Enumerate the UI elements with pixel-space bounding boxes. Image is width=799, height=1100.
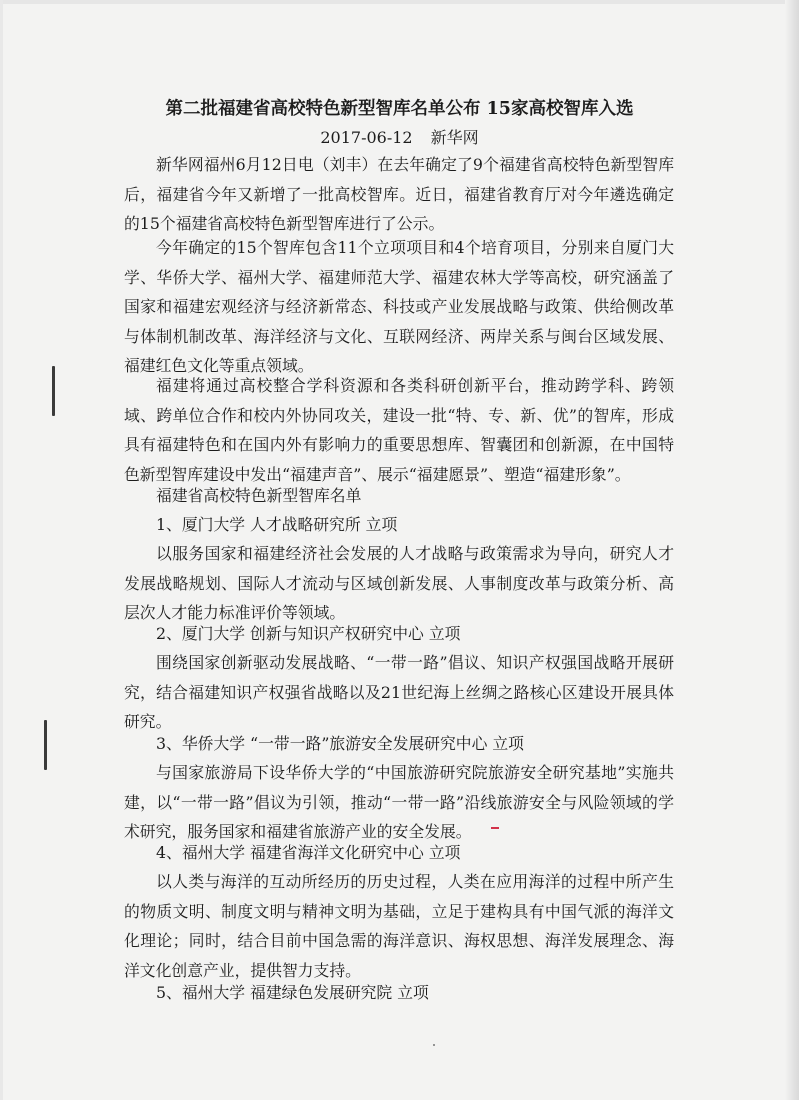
list-item-description: 与国家旅游局下设华侨大学的“中国旅游研究院旅游安全研究基地”实施共建，以“一带一路”倡议为引领，推动“一带一路”沿线旅游安全与风险领域的学术研究，服务国家和福建省旅游产业的安全发展。 bbox=[124, 763, 674, 842]
list-item-description: 以人类与海洋的互动所经历的历史过程，人类在应用海洋的过程中所产生的物质文明、制度文明与精神文明为基础，立足于建构具有中国气派的海洋文化理论；同时，结合目前中国急需的海洋意识、海权思想、海洋发展理念、海洋文化创意产业，提供智力支持。 bbox=[124, 872, 674, 980]
binder-hole-mark bbox=[44, 720, 47, 770]
intro-paragraph: 新华网福州6月12日电（刘丰）在去年确定了9个福建省高校特色新型智库后，福建省今年又新增了一批高校智库。近日，福建省教育厅对今年遴选确定的15个福建省高校特色新型智库进行了公示。 bbox=[124, 155, 674, 234]
article-dateline bbox=[0, 127, 799, 149]
article-date: 2017-06-12 bbox=[320, 128, 413, 147]
list-item-description: 围绕国家创新驱动发展战略、“一带一路”倡议、知识产权强国战略开展研究，结合福建知识产权强省战略以及21世纪海上丝绸之路核心区建设开展具体研究。 bbox=[124, 653, 674, 732]
list-item-heading: 2、厦门大学 创新与知识产权研究中心 立项 bbox=[156, 624, 461, 643]
scope-paragraph: 今年确定的15个智库包含11个立项项目和4个培育项目，分别来自厦门大学、华侨大学、福州大学、福建师范大学、福建农林大学等高校，研究涵盖了国家和福建宏观经济与经济新常态、科技或产业发展战略与政策、供给侧改革与体制机制改革、海洋经济与文化、互联网经济、两岸关系与闽台区域发展、福建红色文化等重点领域。 bbox=[124, 238, 674, 376]
page-top-edge bbox=[0, 0, 799, 4]
page-right-edge-shadow bbox=[785, 0, 799, 1100]
binder-hole-mark bbox=[52, 366, 55, 416]
article-source: 新华网 bbox=[430, 128, 479, 147]
list-heading: 福建省高校特色新型智库名单 bbox=[156, 486, 362, 505]
page-left-edge bbox=[0, 0, 3, 1100]
red-pen-mark bbox=[491, 827, 499, 829]
scan-speck bbox=[433, 1044, 435, 1046]
plan-paragraph: 福建将通过高校整合学科资源和各类科研创新平台，推动跨学科、跨领域、跨单位合作和校内外协同攻关，建设一批“特、专、新、优”的智库，形成具有福建特色和在国内外有影响力的重要思想库、智囊团和创新源，在中国特色新型智库建设中发出“福建声音”、展示“福建愿景”、塑造“福建形象”。 bbox=[124, 376, 674, 484]
list-item-heading: 3、华侨大学 “一带一路”旅游安全发展研究中心 立项 bbox=[156, 734, 524, 753]
list-item-heading: 4、福州大学 福建省海洋文化研究中心 立项 bbox=[156, 843, 461, 862]
list-item-description: 以服务国家和福建经济社会发展的人才战略与政策需求为导向，研究人才发展战略规划、国际人才流动与区域创新发展、人事制度改革与政策分析、高层次人才能力标准评价等领域。 bbox=[124, 544, 674, 623]
list-item-heading: 5、福州大学 福建绿色发展研究院 立项 bbox=[156, 983, 429, 1002]
article-title: 第二批福建省高校特色新型智库名单公布 15家高校智库入选 bbox=[165, 99, 634, 119]
list-item-heading: 1、厦门大学 人才战略研究所 立项 bbox=[156, 515, 398, 534]
